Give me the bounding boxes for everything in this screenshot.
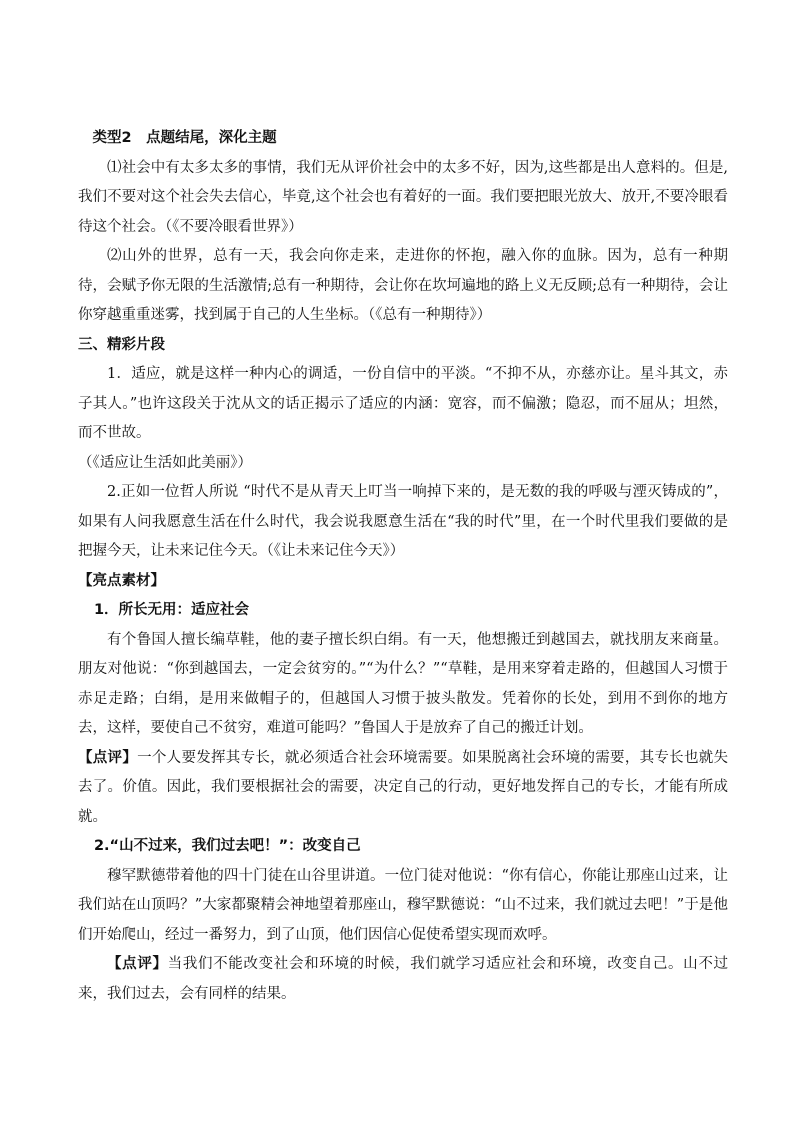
item1-comment-text: 一个人要发挥其专长，就必须适合社会环境需要。如果脱离社会环境的需要，其专长也就失去了。价值。因此，我们要根据社会的需要，决定自己的行动，更好地发挥自己的专长，才能有所成就。 [78,749,729,825]
highlight-heading: 【亮点素材】 [78,572,165,589]
type2-paragraph-1: ⑴社会中有太多太多的事情，我们无从评价社会中的太多不好，因为,这些都是出人意料的。但是,我们不要对这个社会失去信心，毕竟,这个社会也有着好的一面。我们要把眼光放大、放开,不要冷眼看待这个社会。（《不要冷眼看世界》） [78,159,728,235]
item2-paragraph: 穆罕默德带着他的四十门徒在山谷里讲道。一位门徒对他说：“你有信心，你能让那座山过来，让我们站在山顶吗？”大家都聚精会神地望着那座山，穆罕默德说：“山不过来，我们就过去吧！”于是他们开始爬山，经过一番努力，到了山顶，他们因信心促使希望实现而欢呼。 [78,867,728,943]
type2-paragraph-2: ⑵山外的世界，总有一天，我会向你走来，走进你的怀抱，融入你的血脉。因为，总有一种期待，会赋予你无限的生活激情;总有一种期待，会让你在坎坷遍地的路上义无反顾;总有一种期待，会让你穿越重重迷雾，找到属于自己的人生坐标。（《总有一种期待》） [78,248,728,323]
item2-heading: 2.“山不过来，我们过去吧！”：改变自己 [93,838,361,854]
part3-heading: 三、精彩片段 [78,336,165,353]
item1-heading: 1．所长无用：适应社会 [93,602,250,618]
item1-paragraph: 有个鲁国人擅长编草鞋，他的妻子擅长织白绢。有一天，他想搬迁到越国去，就找朋友来商量。朋友对他说：“你到越国去，一定会贫穷的。”“为什么？”“草鞋，是用来穿着走路的，但越国人习惯于赤足走路；白绢，是用来做帽子的，但越国人习惯于披头散发。凭着你的长处，到用不到你的地方去，这样，要使自己不贫穷，难道可能吗？”鲁国人于是放弃了自己的搬迁计划。 [78,631,728,736]
part3-paragraph-1: 1．适应，就是这样一种内心的调适，一份自信中的平淡。“不抑不从，亦慈亦让。星斗其文，赤子其人。”也许这段关于沈从文的话正揭示了适应的内涵：宽容，而不偏激；隐忍，而不屈从；坦然，而不世故。 [78,366,728,441]
type2-heading: 类型2 点题结尾，深化主题 [92,130,277,146]
part3-paragraph-2: 2.正如一位哲人所说 “时代不是从青天上叮当一响掉下来的，是无数的我的呼吸与湮灭铸成的”，如果有人问我愿意生活在什么时代，我会说我愿意生活在“我的时代”里，在一个时代里我们要做的是把握今天，让未来记住今天。（《让未来记住今天》） [78,484,728,559]
part3-paragraph-1-source: （《适应让生活如此美丽》） [78,454,252,471]
item2-comment [78,950,728,1009]
item1-comment-label: 【点评】 [78,749,138,766]
document-page [78,124,728,1009]
item2-comment-text: 当我们不能改变社会和环境的时候，我们就学习适应社会和环境，改变自己。山不过来，我们过去，会有同样的结果。 [78,956,729,1002]
item2-comment-label: 【点评】 [107,956,168,972]
item1-comment [78,744,728,833]
